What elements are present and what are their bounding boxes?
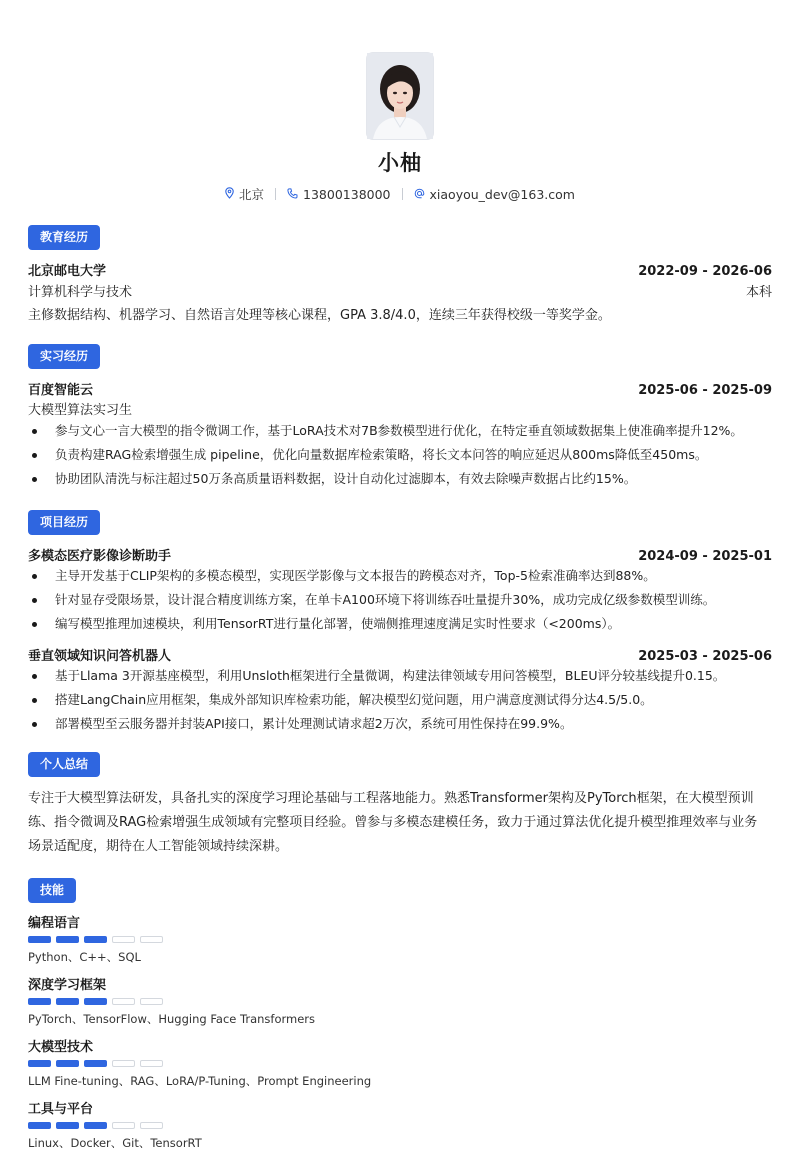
project-row	[28, 545, 772, 564]
contact-divider	[402, 188, 403, 200]
location-pin-icon	[225, 187, 234, 201]
skill-level-bar	[28, 998, 772, 1005]
skill-level-segment-empty	[140, 998, 163, 1005]
phone-text: 13800138000	[303, 186, 391, 202]
phone-icon	[287, 188, 298, 201]
skill-name: 深度学习框架	[28, 978, 107, 993]
skill-level-segment-empty	[140, 1122, 163, 1129]
project-date: 2024-09 - 2025-01	[638, 549, 772, 564]
skill-detail: PyTorch、TensorFlow、Hugging Face Transformers	[28, 1012, 316, 1026]
at-sign-icon	[414, 188, 425, 201]
skill-item	[28, 974, 772, 1027]
summary-line: 场景适配度，期待在人工智能领域持续深耕。	[28, 839, 289, 854]
project-bullets	[28, 564, 772, 636]
degree: 本科	[745, 285, 772, 300]
education-description: 主修数据结构、机器学习、自然语言处理等核心课程，GPA 3.8/4.0，连续三年获得校级一等奖学金。	[28, 308, 611, 323]
education-subrow	[28, 281, 772, 300]
skill-level-segment-filled	[84, 1060, 107, 1067]
skill-detail: Linux、Docker、Git、TensorRT	[28, 1136, 202, 1150]
list-item: 负责构建RAG检索增强生成 pipeline，优化向量数据库检索策略，将长文本问答的响应延迟从800ms降低至450ms。	[28, 443, 772, 467]
internship-section	[28, 344, 772, 491]
contact-phone	[287, 187, 390, 202]
skill-level-segment-filled	[28, 1060, 51, 1067]
education-date: 2022-09 - 2026-06	[638, 264, 772, 279]
skill-level-segment-empty	[112, 1060, 135, 1067]
list-item: 协助团队清洗与标注超过50万条高质量语料数据，设计自动化过滤脚本，有效去除噪声数据占比约15%。	[28, 467, 772, 491]
skills-list	[28, 912, 772, 1151]
skill-name: 工具与平台	[28, 1102, 94, 1117]
internship-bullets	[28, 419, 772, 491]
email-text[interactable]: xiaoyou_dev@163.com	[429, 186, 575, 202]
skill-name: 编程语言	[28, 916, 81, 931]
contact-divider	[275, 188, 276, 200]
list-item: 针对显存受限场景，设计混合精度训练方案，在单卡A100环境下将训练吞吐量提升30%，成功完成亿级参数模型训练。	[28, 588, 772, 612]
projects-section	[28, 510, 772, 736]
portrait-image	[367, 53, 433, 139]
summary-heading: 个人总结	[28, 752, 100, 777]
internship-date: 2025-06 - 2025-09	[638, 383, 772, 398]
skill-level-segment-filled	[84, 998, 107, 1005]
skill-item	[28, 1098, 772, 1151]
skill-name: 大模型技术	[28, 1040, 94, 1055]
skill-level-segment-filled	[28, 1122, 51, 1129]
contact-location	[225, 185, 264, 203]
contact-email[interactable]	[414, 187, 575, 202]
project-bullets	[28, 664, 772, 736]
list-item: 参与文心一言大模型的指令微调工作，基于LoRA技术对7B参数模型进行优化，在特定垂直领域数据集上使准确率提升12%。	[28, 419, 772, 443]
skill-detail: LLM Fine-tuning、RAG、LoRA/P-Tuning、Prompt Engineering	[28, 1074, 372, 1088]
major: 计算机科学与技术	[28, 285, 133, 300]
skill-level-segment-filled	[56, 998, 79, 1005]
skill-level-bar	[28, 936, 772, 943]
skill-level-segment-empty	[112, 998, 135, 1005]
education-row	[28, 260, 772, 279]
summary-line: 专注于大模型算法研发，具备扎实的深度学习理论基础与工程落地能力。熟悉Transformer架构及PyTorch框架，在大模型预训	[28, 791, 754, 806]
project-name: 多模态医疗影像诊断助手	[28, 549, 172, 564]
project-name: 垂直领域知识问答机器人	[28, 649, 172, 664]
projects-heading: 项目经历	[28, 510, 100, 535]
list-item: 主导开发基于CLIP架构的多模态模型，实现医学影像与文本报告的跨模态对齐，Top-5检索准确率达到88%。	[28, 564, 772, 588]
skill-level-segment-filled	[28, 936, 51, 943]
candidate-name: 小柚	[378, 151, 422, 175]
education-section	[28, 225, 772, 328]
skill-level-segment-filled	[56, 1122, 79, 1129]
summary-line: 练、指令微调及RAG检索增强生成领域有完整项目经验。曾参与多模态建模任务，致力于通过算法优化提升模型推理效率与业务	[28, 815, 758, 830]
project-date: 2025-03 - 2025-06	[638, 649, 772, 664]
company-name: 百度智能云	[28, 383, 94, 398]
internship-row	[28, 379, 772, 398]
skills-heading: 技能	[28, 878, 76, 903]
school-name: 北京邮电大学	[28, 264, 107, 279]
list-item: 部署模型至云服务器并封装API接口，累计处理测试请求超2万次，系统可用性保持在99.9%。	[28, 712, 772, 736]
summary-text	[28, 787, 772, 859]
skill-level-segment-empty	[140, 1060, 163, 1067]
resume-header	[28, 0, 772, 203]
skill-level-segment-filled	[56, 936, 79, 943]
list-item: 基于Llama 3开源基座模型，利用Unsloth框架进行全量微调，构建法律领域专用问答模型，BLEU评分较基线提升0.15。	[28, 664, 772, 688]
list-item: 搭建LangChain应用框架，集成外部知识库检索功能，解决模型幻觉问题，用户满意度测试得分达4.5/5.0。	[28, 688, 772, 712]
skill-level-bar	[28, 1122, 772, 1129]
skill-item	[28, 1036, 772, 1089]
internship-role: 大模型算法实习生	[28, 403, 133, 418]
avatar	[367, 53, 433, 139]
skill-level-segment-empty	[112, 936, 135, 943]
skill-level-segment-filled	[28, 998, 51, 1005]
summary-section	[28, 752, 772, 859]
skill-level-bar	[28, 1060, 772, 1067]
skill-level-segment-filled	[84, 936, 107, 943]
skill-level-segment-filled	[84, 1122, 107, 1129]
skill-detail: Python、C++、SQL	[28, 950, 141, 964]
skill-level-segment-empty	[112, 1122, 135, 1129]
skills-section	[28, 878, 772, 1151]
skill-level-segment-filled	[56, 1060, 79, 1067]
skill-item	[28, 912, 772, 965]
project-row	[28, 645, 772, 664]
location-text: 北京	[239, 187, 265, 202]
education-heading: 教育经历	[28, 225, 100, 250]
list-item: 编写模型推理加速模块，利用TensorRT进行量化部署，使端侧推理速度满足实时性要求（<200ms）。	[28, 612, 772, 636]
contact-info	[28, 185, 772, 203]
internship-heading: 实习经历	[28, 344, 100, 369]
skill-level-segment-empty	[140, 936, 163, 943]
